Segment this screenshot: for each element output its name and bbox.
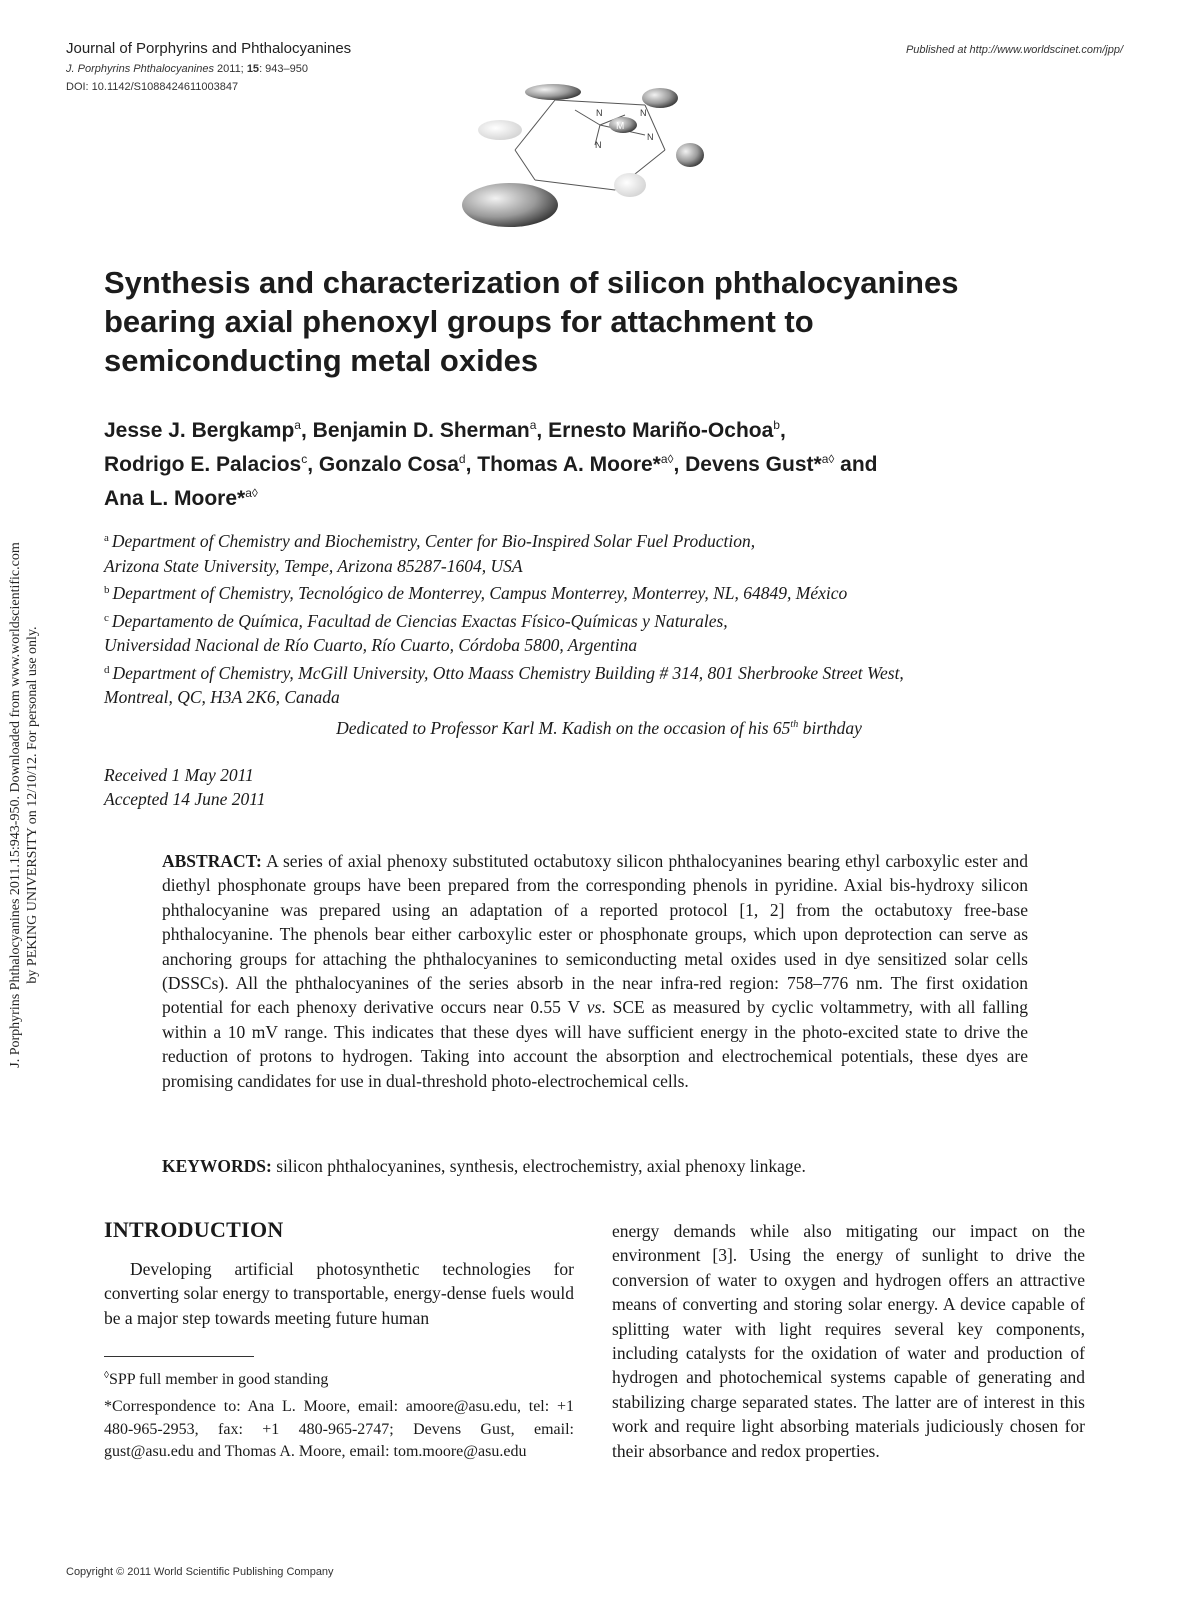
author-name: Devens Gust* bbox=[685, 453, 822, 476]
atom-m: M bbox=[616, 121, 625, 132]
author-sep: , bbox=[673, 453, 686, 476]
author-affil-mark: a◊ bbox=[660, 452, 674, 466]
author-affil-mark: a bbox=[294, 418, 301, 432]
journal-citation bbox=[66, 63, 308, 75]
footnote-divider bbox=[104, 1356, 254, 1357]
author-name: Ana L. Moore* bbox=[104, 487, 246, 510]
atom-n-bottom: N bbox=[595, 140, 602, 150]
citation-pages: : 943–950 bbox=[259, 63, 308, 75]
affiliations bbox=[104, 526, 1104, 710]
affiliation-d-cont: Montreal, QC, H3A 2K6, Canada bbox=[104, 687, 340, 707]
intro-paragraph-left: Developing artificial photosynthetic technologies for converting solar energy to transportable, energy-dense fuels would be a major step towards meeting future human bbox=[104, 1259, 574, 1328]
article-title bbox=[104, 263, 1094, 380]
author-name: Thomas A. Moore* bbox=[477, 453, 661, 476]
affil-text: Department of Chemistry, Tecnológico de Monterrey, Campus Monterrey, Monterrey, NL, 64849, México bbox=[112, 583, 848, 603]
author-affil-mark: d bbox=[458, 452, 466, 466]
section-heading: INTRODUCTION bbox=[104, 1217, 284, 1242]
author-name: Rodrigo E. Palacios bbox=[104, 453, 302, 476]
affil-mark: a bbox=[104, 532, 109, 544]
affil-mark: c bbox=[104, 611, 109, 624]
citation-abbrev: J. Porphyrins Phthalocyanines bbox=[66, 63, 214, 75]
citation-volume: 15 bbox=[246, 63, 260, 75]
affiliation-c-cont: Universidad Nacional de Río Cuarto, Río Cuarto, Córdoba 5800, Argentina bbox=[104, 635, 638, 655]
affiliation-a-cont: Arizona State University, Tempe, Arizona 85287-1604, USA bbox=[104, 555, 523, 576]
title-line: semiconducting metal oxides bbox=[104, 343, 539, 378]
atom-n-right: N bbox=[640, 108, 647, 118]
author-affil-mark: b bbox=[773, 418, 780, 432]
abstract bbox=[162, 849, 1028, 1093]
download-stamp bbox=[0, 480, 48, 1130]
received-date: Received 1 May 2011 bbox=[104, 765, 254, 785]
article-dates bbox=[104, 763, 265, 811]
author-sep: and bbox=[834, 453, 878, 476]
copyright: Copyright © 2011 World Scientific Publishing Company bbox=[66, 1566, 334, 1578]
affiliation-d bbox=[104, 658, 1104, 686]
author-name: Gonzalo Cosa bbox=[318, 453, 459, 476]
atom-n-lower-right: N bbox=[647, 132, 654, 142]
author-affil-mark: c bbox=[301, 452, 308, 466]
atom-n-top: N bbox=[596, 108, 603, 118]
author-sep: , bbox=[779, 419, 786, 442]
abstract-text: A series of axial phenoxy substituted octabutoxy silicon phthalocyanines bearing ethyl carboxylic ester and diethyl phosphonate groups have been prepared from the corresponding phenols in pyridine. Axial bis-hydroxy silicon phthalocyanine was prepared using an adaptation of a reported protocol [1, 2] from the octabutoxy free-base phthalocyanine. The phenols bear either carboxylic ester or phosphonate groups, which upon deprotection can serve as anchoring groups for attaching the phthalocyanines to semiconducting metal oxides used in dye sensitized solar cells (DSSCs). All the phthalocyanines of the series absorb in the near infra-red region: 758–776 nm. The first oxidation potential for each phenoxy derivative occurs near 0.55 V bbox=[162, 851, 1028, 1018]
keywords-text: silicon phthalocyanines, synthesis, electrochemistry, axial phenoxy linkage. bbox=[271, 1156, 806, 1176]
doi: DOI: 10.1142/S1088424611003847 bbox=[66, 81, 239, 93]
intro-paragraph-right: energy demands while also mitigating our impact on the environment [3]. Using the energy of sunlight to drive the conversion of water to oxygen and hydrogen offers an attractive means of converting and storing solar energy. A device capable of splitting water with light requires several key components, including catalysts for the oxidation of water and production of hydrogen and photochemical systems capable of generating and stabilizing charge separated states. The latter are of interest in this work and require light absorbing materials judiciously chosen for their absorbance and redox properties. bbox=[612, 1221, 1085, 1461]
stamp-line-1: J. Porphyrins Phthalocyanines 2011.15:943-950. Downloaded from www.worldscientific.com bbox=[8, 542, 23, 1068]
author-name: Ernesto Mariño-Ochoa bbox=[548, 419, 774, 442]
affil-mark: b bbox=[104, 584, 110, 596]
author-name: Benjamin D. Sherman bbox=[312, 419, 530, 442]
author-affil-mark: a bbox=[529, 418, 537, 432]
footnote-mark: ◊ bbox=[104, 1370, 109, 1381]
affiliation-a bbox=[104, 526, 1104, 554]
affiliation-c bbox=[104, 606, 1104, 634]
keywords bbox=[162, 1154, 1028, 1178]
affil-text: Departamento de Química, Facultad de Ciencias Exactas Físico-Químicas y Naturales, bbox=[111, 610, 728, 631]
title-line: Synthesis and characterization of silicon phthalocyanines bbox=[104, 265, 959, 300]
abstract-text-cont: . SCE as measured by cyclic voltammetry, with all falling within a 10 mV range. This indicates that these dyes will have sufficient energy in the photo-excited state to drive the reduction of protons to hydrogen. Taking into account the absorption and electrochemical potentials, these dyes are promising candidates for use in dual-threshold photo-electrochemical cells. bbox=[162, 997, 1028, 1091]
keywords-label: KEYWORDS: bbox=[162, 1156, 272, 1176]
author-affil-mark: a◊ bbox=[821, 452, 835, 466]
affil-mark: d bbox=[104, 663, 110, 676]
author-sep: , bbox=[536, 419, 549, 442]
abstract-vs: vs bbox=[586, 997, 602, 1018]
footnote-text: SPP full member in good standing bbox=[108, 1371, 329, 1388]
author-sep: , bbox=[300, 419, 313, 442]
author-affil-mark: a◊ bbox=[245, 486, 258, 500]
dedication-sup: th bbox=[790, 719, 799, 730]
abstract-label: ABSTRACT: bbox=[162, 851, 262, 871]
dedication-tail: birthday bbox=[798, 718, 862, 738]
author-sep: , bbox=[307, 453, 319, 476]
footnote-spp bbox=[104, 1365, 574, 1391]
porphyrin-logo bbox=[455, 80, 725, 230]
journal-name: Journal of Porphyrins and Phthalocyanines bbox=[66, 40, 352, 57]
author-name: Jesse J. Bergkamp bbox=[104, 419, 295, 442]
dedication-text: Dedicated to Professor Karl M. Kadish on the occasion of his 65 bbox=[336, 718, 791, 738]
author-sep: , bbox=[465, 453, 478, 476]
published-url[interactable]: Published at http://www.worldscinet.com/jpp/ bbox=[905, 44, 1123, 56]
affil-text: Department of Chemistry and Biochemistry, Center for Bio-Inspired Solar Fuel Production, bbox=[111, 531, 756, 551]
citation-year: 2011; bbox=[217, 63, 244, 75]
affiliation-b bbox=[104, 578, 1104, 606]
stamp-line-2: by PEKING UNIVERSITY on 12/10/12. For personal use only. bbox=[25, 626, 40, 984]
dedication bbox=[104, 718, 1094, 739]
affil-text: Department of Chemistry, McGill University, Otto Maass Chemistry Building # 314, 801 Sherbrooke Street West, bbox=[112, 662, 904, 683]
footnote-correspondence: *Correspondence to: Ana L. Moore, email: amoore@asu.edu, tel: +1 480-965-2953, fax: +1 480-965-2747; Devens Gust, email: gust@asu.edu and Thomas A. Moore, email: tom.moore@asu.edu bbox=[104, 1398, 574, 1460]
title-line: bearing axial phenoxyl groups for attachment to bbox=[104, 304, 814, 339]
author-list bbox=[104, 411, 1094, 513]
accepted-date: Accepted 14 June 2011 bbox=[104, 789, 266, 809]
